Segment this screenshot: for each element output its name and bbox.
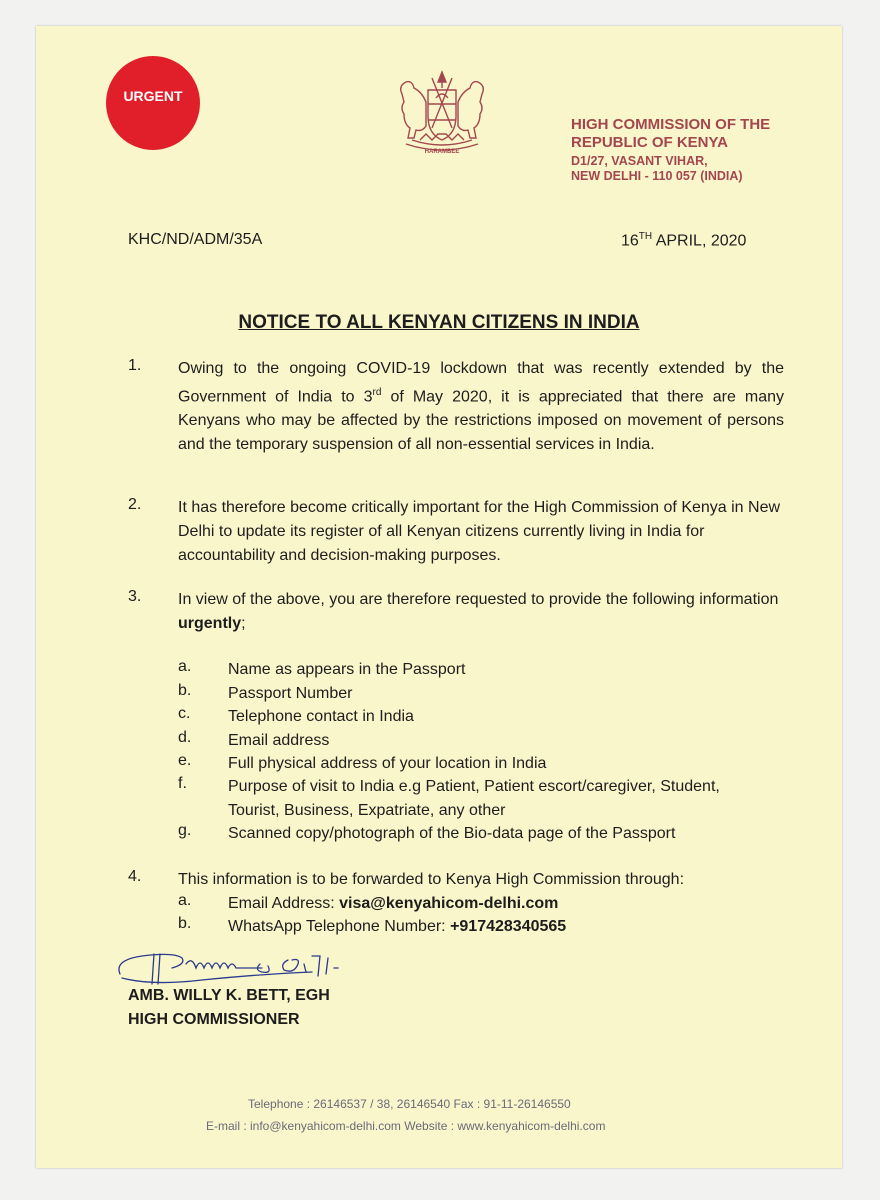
info-item: Email address: [228, 732, 330, 749]
info-item-letter: f.: [178, 775, 187, 792]
info-item: Scanned copy/photograph of the Bio-data page of the Passport: [228, 825, 676, 842]
info-item-letter: b.: [178, 682, 192, 699]
paragraph-3: In view of the above, you are therefore requested to provide the following information urgently;: [178, 591, 779, 632]
letterhead-line-2: REPUBLIC OF KENYA: [571, 134, 728, 151]
contact-whatsapp: WhatsApp Telephone Number: +917428340565: [228, 918, 567, 935]
letterhead-address-line-1: D1/27, VASANT VIHAR,: [571, 154, 708, 168]
signatory-title: HIGH COMMISSIONER: [128, 1011, 300, 1028]
letter-page: [36, 26, 842, 1168]
info-item: Purpose of visit to India e.g Patient, Patient escort/caregiver, Student, Tourist, Business, Expatriate, any other: [228, 778, 720, 819]
paragraph-4-number: 4.: [128, 868, 142, 885]
email-link[interactable]: visa@kenyahicom-delhi.com: [339, 895, 559, 912]
reference-number: KHC/ND/ADM/35A: [128, 231, 263, 248]
info-item: Passport Number: [228, 685, 353, 702]
contact-item-letter: a.: [178, 892, 192, 909]
notice-heading: NOTICE TO ALL KENYAN CITIZENS IN INDIA: [238, 312, 640, 333]
info-item: Full physical address of your location in India: [228, 755, 547, 772]
paragraph-2: It has therefore become critically important for the High Commission of Kenya in New Delhi to update its register of all Kenyan citizens currently living in India for accountability and decision-making purposes.: [178, 499, 781, 564]
info-item-letter: c.: [178, 705, 191, 722]
paragraph-2-number: 2.: [128, 496, 142, 513]
paragraph-1-number: 1.: [128, 357, 142, 374]
paragraph-1: Owing to the ongoing COVID-19 lockdown that was recently extended by the Government of India to 3rd of May 2020, it is appreciated that there are many Kenyans who may be affected by the restrictions imposed on movement of persons and the temporary suspension of all non-essential services in India.: [178, 360, 785, 454]
letterhead-address-line-2: NEW DELHI - 110 057 (INDIA): [571, 169, 743, 183]
paragraph-3-number: 3.: [128, 588, 142, 605]
footer-email-website: E-mail : info@kenyahicom-delhi.com Website : www.kenyahicom-delhi.com: [206, 1119, 606, 1133]
info-item-letter: e.: [178, 752, 192, 769]
footer-telephone: Telephone : 26146537 / 38, 26146540 Fax : 91-11-26146550: [248, 1097, 571, 1111]
contact-email: Email Address: visa@kenyahicom-delhi.com: [228, 895, 559, 912]
urgent-stamp-label: URGENT: [123, 88, 183, 104]
info-item-letter: g.: [178, 822, 192, 839]
whatsapp-number[interactable]: +917428340565: [450, 918, 567, 935]
letterhead-line-1: HIGH COMMISSION OF THE: [571, 116, 771, 133]
urgent-stamp: [106, 56, 200, 150]
info-item: Name as appears in the Passport: [228, 661, 466, 678]
info-item-letter: a.: [178, 658, 192, 675]
crest-motto: HARAMBEE: [424, 149, 460, 155]
info-item-letter: d.: [178, 729, 192, 746]
signatory-name: AMB. WILLY K. BETT, EGH: [128, 987, 330, 1004]
kenya-coat-of-arms-icon: [392, 68, 492, 158]
info-item: Telephone contact in India: [228, 708, 414, 725]
contact-item-letter: b.: [178, 915, 192, 932]
letter-date: 16TH APRIL, 2020: [621, 231, 747, 250]
paragraph-4: This information is to be forwarded to Kenya High Commission through:: [178, 871, 685, 888]
